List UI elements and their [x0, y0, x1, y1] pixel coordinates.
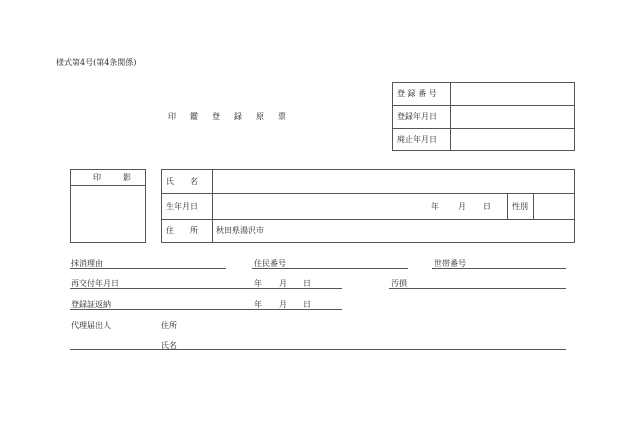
certificate-return-line[interactable]	[70, 309, 342, 310]
damage-label: 汚損	[391, 279, 407, 288]
seal-box-header-line	[70, 185, 146, 186]
return-day: 日	[303, 300, 311, 309]
person-row-line-2	[161, 219, 575, 220]
abolition-date-label: 廃止年月日	[397, 135, 437, 144]
person-row-line-1	[161, 193, 575, 194]
reissue-date-label: 再交付年月日	[71, 279, 119, 288]
deletion-reason-line[interactable]	[70, 268, 226, 269]
gender-divider-left	[507, 193, 508, 219]
seal-label: 印 影	[93, 173, 133, 182]
agent-label: 代理届出人	[71, 321, 111, 330]
reissue-month: 月	[279, 279, 287, 288]
damage-line[interactable]	[389, 288, 566, 289]
agent-address-label: 住所	[161, 321, 177, 330]
dob-month: 月	[458, 202, 466, 211]
registration-row-line-1	[392, 105, 575, 106]
registration-divider	[450, 82, 451, 151]
household-number-line[interactable]	[432, 268, 566, 269]
dob-year: 年	[431, 202, 439, 211]
registration-number-label: 登 録 番 号	[397, 89, 437, 98]
registration-date-label: 登録年月日	[397, 112, 437, 121]
gender-label: 性別	[512, 202, 528, 211]
return-month: 月	[279, 300, 287, 309]
reissue-day: 日	[303, 279, 311, 288]
name-label: 氏 名	[166, 177, 198, 186]
certificate-return-label: 登録証返納	[71, 300, 111, 309]
resident-number-line[interactable]	[252, 268, 408, 269]
return-year: 年	[254, 300, 262, 309]
form-title: 印 鑑 登 録 原 票	[168, 112, 289, 121]
deletion-reason-label: 抹消理由	[71, 259, 103, 268]
dob-label: 生年月日	[166, 202, 198, 211]
gender-divider-right	[533, 193, 534, 219]
person-label-divider	[212, 169, 213, 243]
resident-number-label: 住民番号	[254, 259, 286, 268]
address-value[interactable]: 秋田県湯沢市	[216, 226, 264, 235]
household-number-label: 世帯番号	[434, 259, 466, 268]
form-number: 様式第4号(第4条関係)	[56, 58, 137, 67]
reissue-year: 年	[254, 279, 262, 288]
agent-line[interactable]	[70, 349, 566, 350]
dob-day: 日	[483, 202, 491, 211]
reissue-date-line[interactable]	[70, 288, 342, 289]
agent-name-label: 氏名	[161, 341, 177, 350]
registration-row-line-2	[392, 128, 575, 129]
address-label: 住 所	[166, 226, 198, 235]
